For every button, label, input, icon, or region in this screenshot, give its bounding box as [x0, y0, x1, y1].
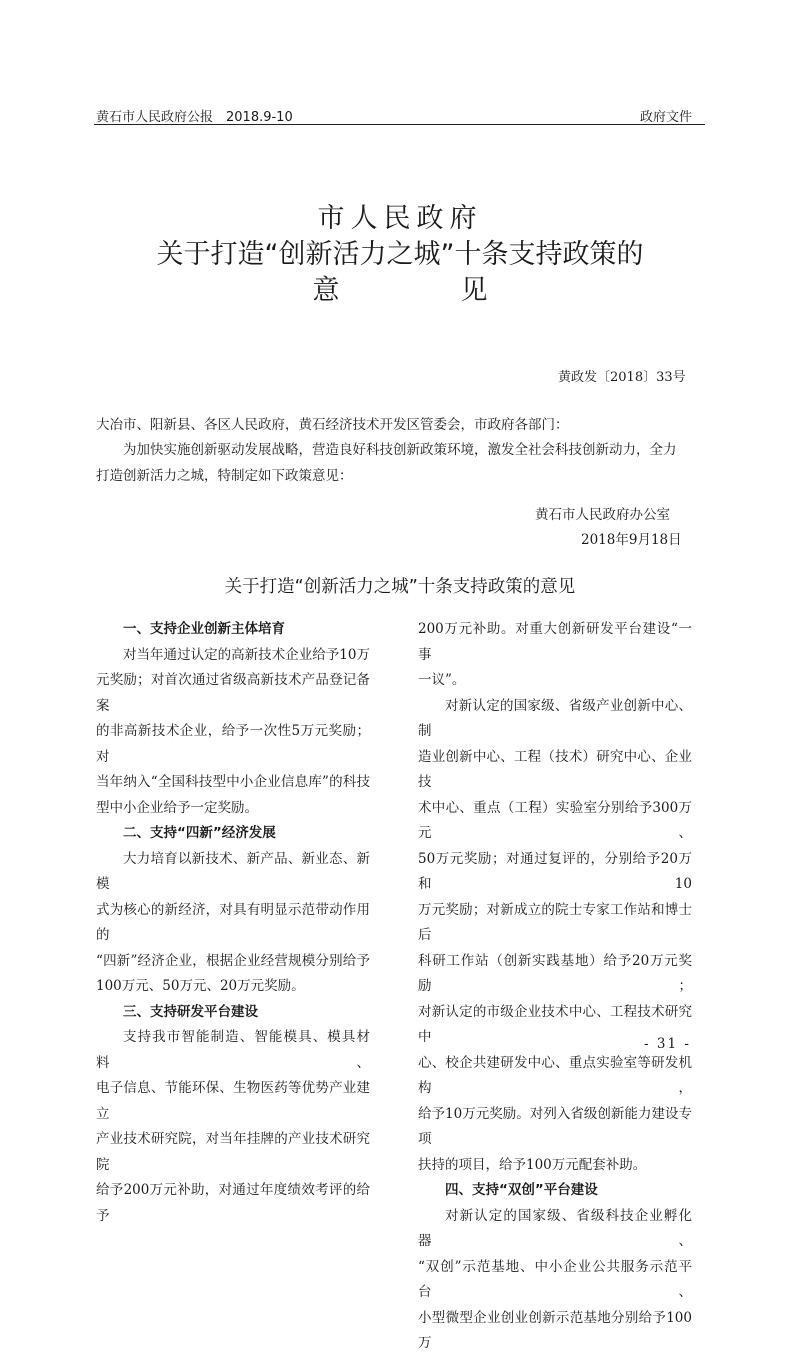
paragraph-line: 100万元、50万元、20万元奖励。 [96, 978, 305, 994]
intro-line-1: 为加快实施创新驱动发展战略，营造良好科技创新政策环境，激发全社会科技创新动力，全力 [123, 442, 677, 458]
section-heading-3: 三、支持研发平台建设 [123, 1003, 258, 1020]
issue-date: 2018年9月18日 [581, 532, 682, 548]
paragraph-line: 电子信息、节能环保、生物医药等优势产业建立 [96, 1080, 370, 1122]
paragraph-line: 50万元奖励；对通过复评的，分别给予20万和10 [418, 850, 692, 892]
paragraph-line: 大力培育以新技术、新产品、新业态、新模 [96, 850, 370, 892]
paragraph-line: 对新认定的国家级、省级产业创新中心、制 [418, 697, 692, 739]
paragraph-line: 心、校企共建研发中心、重点实验室等研发机构， [418, 1054, 692, 1096]
addressee: 大冶市、阳新县、各区人民政府，黄石经济技术开发区管委会，市政府各部门： [96, 417, 569, 433]
paragraph-line: 型中小企业给予一定奖励。 [96, 799, 258, 816]
page-title-line-3 [0, 268, 800, 307]
paragraph-line: 的非高新技术企业，给予一次性5万元奖励；对 [96, 723, 370, 765]
section-heading-1: 一、支持企业创新主体培育 [123, 621, 285, 637]
paragraph-line: 式为核心的新经济，对具有明显示范带动作用的 [96, 901, 370, 943]
paragraph-line: 当年纳入“全国科技型中小企业信息库”的科技 [96, 774, 370, 790]
paragraph-line: 元奖励；对首次通过省级高新技术产品登记备案 [96, 672, 370, 714]
paragraph-line: 给予10万元奖励。对列入省级创新能力建设专项 [418, 1105, 692, 1147]
title-char-2: 见 [460, 275, 488, 306]
page-title-line-1: 市人民政府 [317, 203, 483, 234]
right-column [418, 617, 692, 1357]
document-number: 黄政发〔2018〕33号 [558, 370, 686, 385]
paragraph-line: 产业技术研究院，对当年挂牌的产业技术研究院 [96, 1131, 370, 1173]
paragraph-line: “双创”示范基地、中小企业公共服务示范平台、 [418, 1258, 692, 1300]
paragraph-line: 对新认定的国家级、省级科技企业孵化器、 [418, 1207, 692, 1249]
page-number: - 31 - [644, 1036, 691, 1052]
paragraph-line: 对新认定的市级企业技术中心、工程技术研究中 [418, 1003, 692, 1045]
header-category: 政府文件 [640, 110, 693, 125]
paragraph-line: 给予200万元补助，对通过年度绩效考评的给予 [96, 1182, 370, 1224]
section-title: 关于打造“创新活力之城”十条支持政策的意见 [224, 577, 576, 597]
paragraph-line: 对当年通过认定的高新技术企业给予10万 [123, 646, 370, 663]
paragraph-line: 造业创新中心、工程（技术）研究中心、企业技 [418, 748, 692, 790]
intro-line-2: 打造创新活力之城，特制定如下政策意见： [96, 468, 353, 484]
page-title-line-2: 关于打造“创新活力之城”十条支持政策的 [156, 239, 644, 270]
section-heading-2: 二、支持“四新”经济发展 [123, 825, 276, 841]
issuer: 黄石市人民政府办公室 [535, 507, 670, 523]
paragraph-line: 支持我市智能制造、智能模具、模具材料、 [96, 1029, 370, 1071]
paragraph-line: 万元奖励；对新成立的院士专家工作站和博士后 [418, 901, 692, 943]
paragraph-line: 一议”。 [418, 672, 466, 688]
paragraph-line: 小型微型企业创业创新示范基地分别给予100万 [418, 1309, 692, 1351]
title-char-1: 意 [312, 275, 340, 306]
paragraph-line: “四新”经济企业，根据企业经营规模分别给予 [96, 952, 370, 969]
paragraph-line: 科研工作站（创新实践基地）给予20万元奖励； [418, 952, 692, 994]
left-column [96, 617, 370, 1229]
paragraph-line: 扶持的项目，给予100万元配套补助。 [418, 1156, 647, 1173]
section-heading-4: 四、支持“双创”平台建设 [445, 1182, 598, 1198]
paragraph-line: 200万元补助。对重大创新研发平台建设“一事 [418, 621, 692, 663]
paragraph-line: 术中心、重点（工程）实验室分别给予300万元、 [418, 799, 692, 841]
header-publication: 黄石市人民政府公报 2018.9-10 [96, 110, 293, 125]
header-divider [94, 124, 705, 125]
